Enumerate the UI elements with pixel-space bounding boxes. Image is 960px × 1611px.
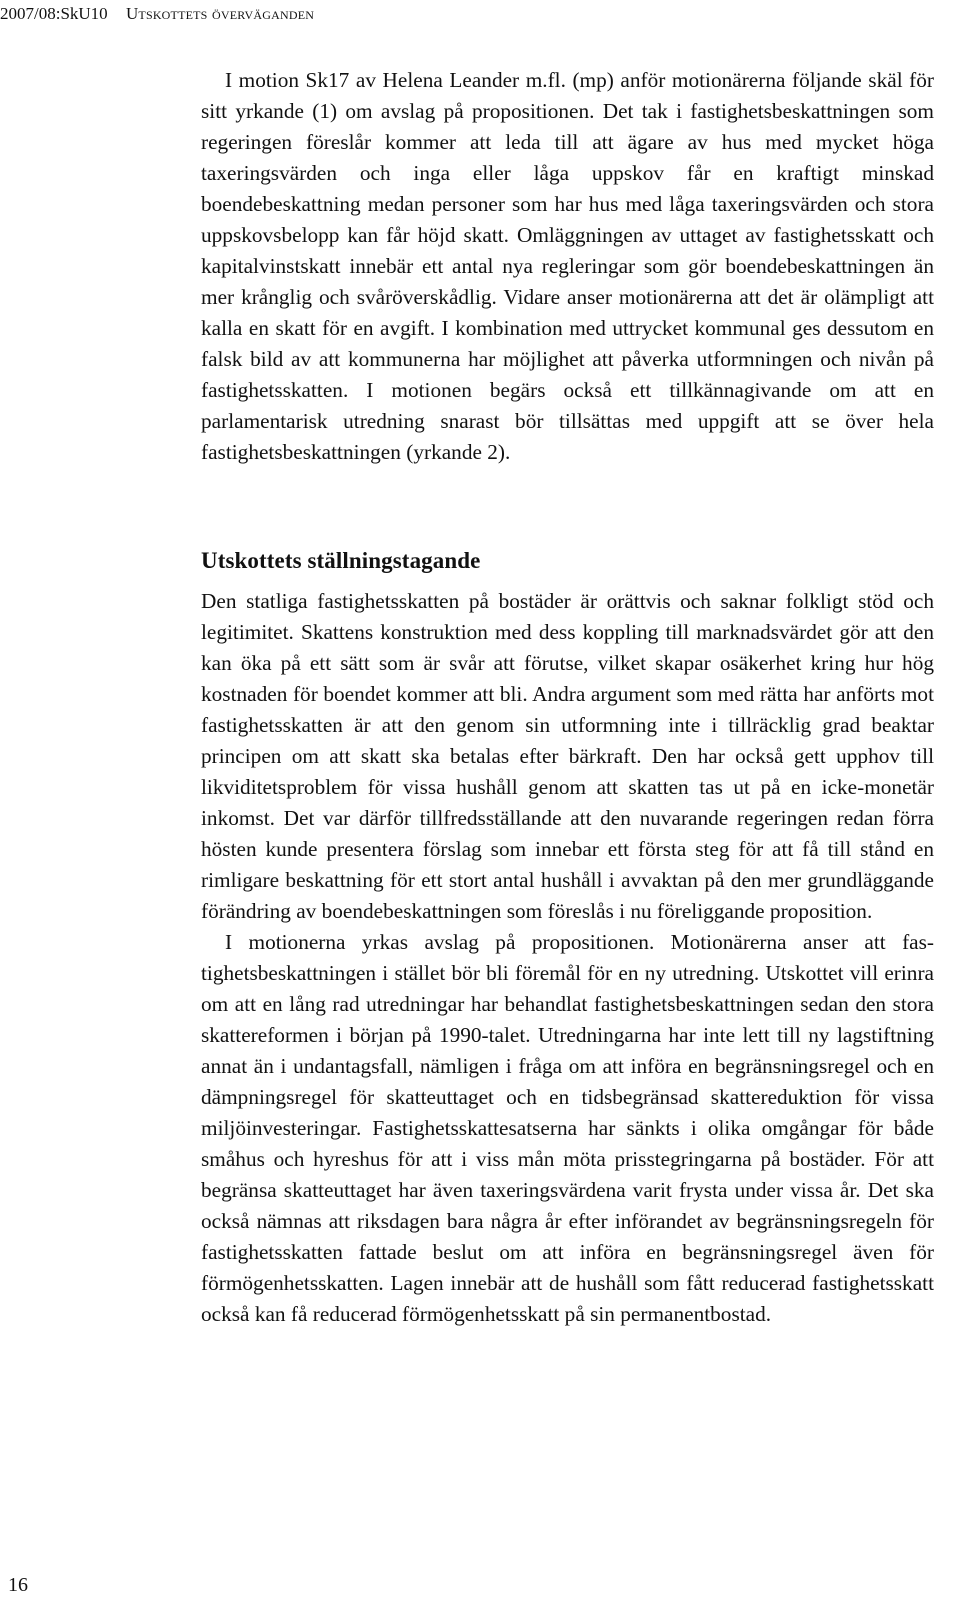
position-paragraph-1: Den statliga fastighetsskatten på bostäder är orättvis och saknar folkligt stöd och legitimitet. Skattens konstruktion med dess koppling till marknadsvärdet gör att den kan öka på ett sätt som är svår att förutse, vilket skapar osäkerhet kring hur hög kostnaden för boendet kommer att bli. Andra argument som med rätta har anförts mot fastighetsskatten är att den genom sin utformning inte i tillräcklig grad beaktar principen om att skatt ska betalas efter bärkraft. Den har också gett upphov till likviditetsproblem för vissa hushåll genom att skatten tas ut på en icke-monetär inkomst. Det var därför tillfredsställande att den nuvarande regeringen redan förra hösten kunde presentera förslag som innebar ett första steg för att få till stånd en rimligare beskattning för ett stort antal hushåll i avvaktan på den mer grundläggande förändring av boendebeskattningen som föreslås i nu föreliggande proposition. [201,589,934,923]
motion-summary-block [201,65,934,468]
position-paragraph-2: I motionerna yrkas avslag på propositionen. Motionärerna anser att fastighetsbeskattningen i stället bör bli föremål för en ny utredning. Utskottet vill erinra om att en lång rad utredningar har behandlat fastighetsbeskattningen sedan den stora skattereformen i början på 1990-talet. Utredningarna har inte lett till ny lagstiftning annat än i undantagsfall, nämligen i fråga om att införa en begränsningsregel och en dämpningsregel för skatteuttaget och en tidsbegränsad skattereduktion för vissa miljöinvesteringar. Fastighetsskattesatserna har sänkts i olika omgångar för både småhus och hyreshus för att i viss mån möta prisstegringarna på bostäder. För att begränsa skatteuttaget har även taxeringsvärdena varit frysta under vissa år. Det ska också nämnas att riksdagen bara några år efter införandet av begränsningsregeln för fastighetsskatten fattade beslut om att införa en begränsningsregel även för förmögenhetsskatten. Lagen innebär att de hushåll som fått reducerad fastighetsskatt också kan få reducerad förmögenhetsskatt på sin permanentbostad. [201,930,934,1326]
committee-position-block [201,586,934,1330]
running-section-title: Utskottets överväganden [125,4,315,23]
motion-paragraph: I motion Sk17 av Helena Leander m.fl. (mp) anför motionärerna följande skäl för sitt yrkande (1) om avslag på propositionen. Det tak i fastighetsbeskattningen som regeringen föreslår kommer att leda till att ägare av hus med mycket höga taxeringsvärden och inga eller låga uppskov får en kraftigt minskad boendebeskattning medan personer som har hus med låga taxeringsvärden och stora uppskovsbelopp kan får höjd skatt. Omläggningen av uttaget av fastighetsskatt och kapitalvinstskatt innebär ett antal nya regleringar som gör boendebeskattningen än mer krånglig och svåröverskådlig. Vidare anser motionärerna att det är olämpligt att kalla en skatt för en avgift. I kombination med uttrycket kommunal ges dessutom en falsk bild av att kommunerna har möjlighet att påverka utformningen och nivån på fastighetsskatten. I motionen begärs också ett tillkännagivande om att en parlamentarisk utredning snarast bör tillsättas med uppgift att se över hela fastighetsbeskattningen (yrkande 2). [201,68,934,464]
page-number: 16 [8,1574,28,1596]
section-heading: Utskottets ställningstagande [201,548,481,573]
document-code: 2007/08:SkU10 [0,4,108,23]
running-header [0,4,314,24]
